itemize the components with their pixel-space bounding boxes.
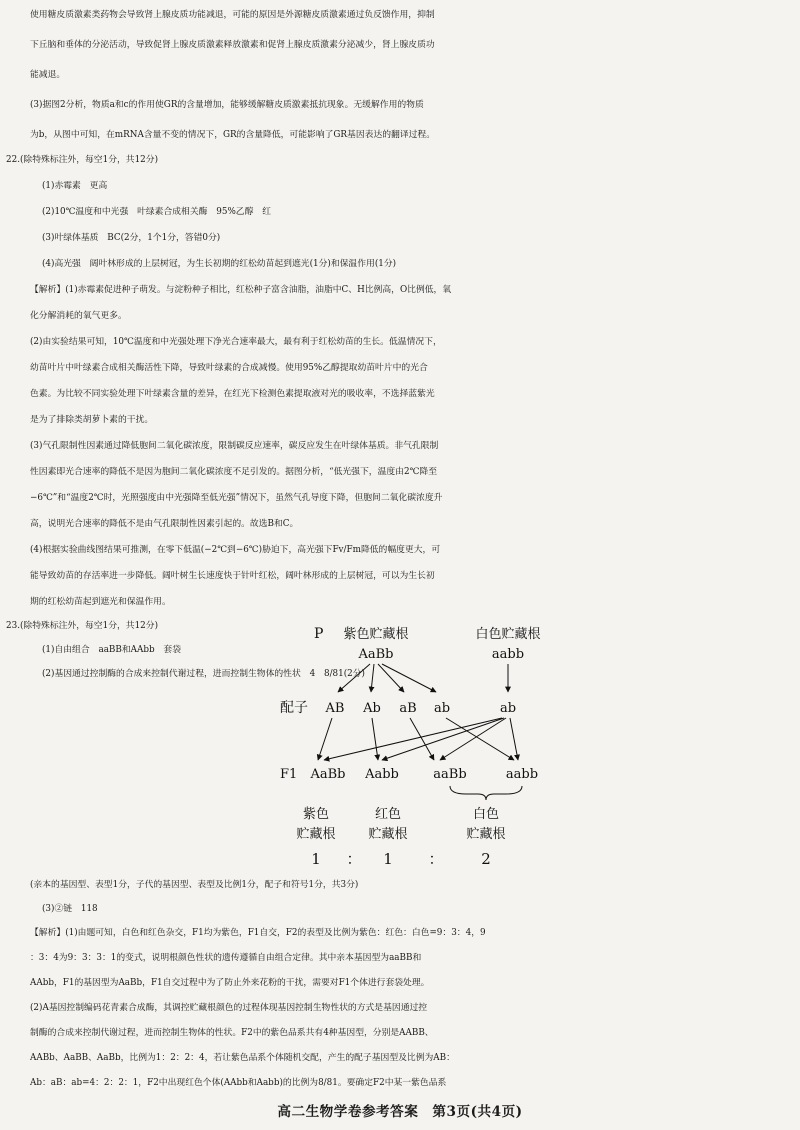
text-line: AAbb，F1的基因型为AaBb，F1自交过程中为了防止外来花粉的干扰，需要对F1个体进行套袋处理。 [30, 978, 430, 988]
parent2-phenotype: 白色贮藏根 [475, 627, 541, 642]
text-line: (2)A基因控制编码花青素合成酶，其调控贮藏根颜色的过程体现基因控制生物性状的方式是基因通过控 [30, 1003, 428, 1013]
text-line: (1)自由组合 aaBB和AAbb 套袋 [42, 645, 182, 655]
question-23-header: 23.(除特殊标注外，每空1分，共12分) [6, 621, 159, 631]
text-line: 性因素即光合速率的降低不是因为胞间二氧化碳浓度不足引发的。据图分析，“低光强下，温度由2℃降至 [30, 467, 437, 477]
gamete-label: 配子 [280, 700, 308, 716]
text-line: 制酶的合成来控制代谢过程，进而控制生物体的性状。F2中的紫色品系共有4种基因型，分别是AABB、 [30, 1028, 434, 1038]
analysis-line: 【解析】(1)赤霉素促进种子萌发。与淀粉种子相比，红松种子富含油脂，油脂中C、H比例高，O比例低，氧 [30, 285, 452, 295]
ratio-value: 2 [481, 850, 491, 868]
text-line: (2)基因通过控制酶的合成来控制代谢过程，进而控制生物体的性状 4 8/81(2分) [42, 669, 365, 679]
question-22-header: 22.(除特殊标注外，每空1分，共12分) [6, 155, 159, 165]
page-footer: 高二生物学卷参考答案 第3页(共4页) [277, 1104, 523, 1120]
text-line: (3)气孔限制性因素通过降低胞间二氧化碳浓度，限制碳反应速率，碳反应发生在叶绿体基质。非气孔限制 [30, 441, 439, 451]
phenotype-label: 贮藏根 [368, 827, 408, 842]
text-line: (1)赤霉素 更高 [42, 181, 108, 191]
text-line: 化分解消耗的氧气更多。 [30, 311, 127, 321]
offspring-genotype: aabb [505, 767, 539, 782]
genetic-cross-diagram [270, 622, 570, 870]
ratio-separator: ： [428, 850, 444, 868]
text-line: AABb、AaBB、AaBb，比例为1：2：2：4，若让紫色品系个体随机交配，产生的配子基因型及比例为AB： [30, 1053, 455, 1063]
arrow [372, 718, 378, 760]
phenotype-label: 贮藏根 [466, 827, 506, 842]
offspring-genotype: aaBb [433, 767, 467, 782]
arrow [324, 718, 502, 760]
text-line: Ab：aB：ab=4：2：2：1，F2中出现红色个体(AAbb和Aabb)的比例为8/81。要确定F2中某一紫色品系 [30, 1078, 447, 1088]
text-line: (4)根据实验曲线图结果可推测，在零下低温(−2℃到−6℃)胁迫下，高光强下Fv/Fm降低的幅度更大，可 [30, 545, 441, 555]
text-line: (2)10℃温度和中光强 叶绿素合成相关酶 95%乙醇 红 [42, 207, 271, 217]
arrow [338, 664, 370, 692]
text-line: 下丘脑和垂体的分泌活动，导致促肾上腺皮质激素释放激素和促肾上腺皮质激素分泌减少，肾上腺皮质功 [30, 40, 435, 50]
gamete: aB [399, 701, 417, 716]
text-line: 幼苗叶片中叶绿素合成相关酶活性下降，导致叶绿素的合成减慢。使用95%乙醇提取幼苗叶片中的光合 [30, 363, 428, 373]
text-line: 为b，从图中可知，在mRNA含量不变的情况下，GR的含量降低，可能影响了GR基因表达的翻译过程。 [30, 130, 436, 140]
arrow [318, 718, 332, 760]
analysis-line: 【解析】(1)由题可知，白色和红色杂交，F1均为紫色，F1自交，F2的表型及比例为紫色：红色：白色=9：3：4，9 [30, 928, 486, 938]
phenotype-label: 紫色 [302, 807, 330, 822]
arrow [371, 664, 374, 692]
text-line: −6℃”和“温度2℃时，光照强度由中光强降至低光强”情况下，虽然气孔导度下降，但胞间二氧化碳浓度升 [30, 493, 443, 503]
arrow [446, 718, 514, 760]
text-line: (亲本的基因型、表型1分，子代的基因型、表型及比例1分，配子和符号1分，共3分) [30, 880, 359, 890]
parent1-genotype: AaBb [358, 647, 394, 662]
gamete: Ab [363, 701, 381, 716]
gamete: ab [433, 701, 451, 716]
phenotype-label: 红色 [374, 807, 402, 822]
f1-label: F1 [280, 767, 298, 782]
ratio-separator: ： [346, 850, 362, 868]
text-line: 色素。为比较不同实验处理下叶绿素含量的差异，在红光下检测色素提取液对光的吸收率，不选择蓝紫光 [30, 389, 435, 399]
p-label: P [314, 626, 324, 642]
arrow [440, 718, 506, 760]
offspring-genotype: AaBb [310, 767, 346, 782]
gamete: ab [499, 701, 517, 716]
offspring-genotype: Aabb [365, 767, 399, 782]
arrow [382, 664, 436, 692]
arrow [382, 718, 504, 760]
gamete: AB [325, 701, 345, 716]
text-line: ：3：4为9：3：3：1的变式，说明根颜色性状的遗传遵循自由组合定律。其中亲本基因型为aaBB和 [30, 953, 422, 963]
text-line: (3)据图2分析，物质a和c的作用使GR的含量增加，能够缓解糖皮质激素抵抗现象。无缓解作用的物质 [30, 100, 424, 110]
phenotype-label: 白色 [472, 807, 500, 822]
text-line: (3)②链 118 [42, 904, 98, 914]
text-line: 能减退。 [30, 70, 66, 80]
arrow [510, 718, 518, 760]
ratio-value: 1 [383, 850, 393, 868]
text-line: (4)高光强 阔叶林形成的上层树冠，为生长初期的红松幼苗起到遮光(1分)和保温作用(1分) [42, 259, 397, 269]
text-line: 期的红松幼苗起到遮光和保温作用。 [30, 597, 171, 607]
text-line: (2)由实验结果可知，10℃温度和中光强处理下净光合速率最大，最有利于红松幼苗的生长。低温情况下， [30, 337, 442, 347]
text-line: 使用糖皮质激素类药物会导致肾上腺皮质功能减退，可能的原因是外源糖皮质激素通过负反馈作用，抑制 [30, 10, 435, 20]
ratio-value: 1 [311, 850, 321, 868]
text-line: 能导致幼苗的存活率进一步降低。阔叶树生长速度快于针叶红松，阔叶林形成的上层树冠，可以为生长初 [30, 571, 435, 581]
phenotype-label: 贮藏根 [296, 827, 336, 842]
brace [450, 786, 522, 800]
parent1-phenotype: 紫色贮藏根 [343, 627, 409, 642]
text-line: (3)叶绿体基质 BC(2分，1个1分，答错0分) [42, 233, 221, 243]
parent2-genotype: aabb [491, 647, 525, 662]
text-line: 高，说明光合速率的降低不是由气孔限制性因素引起的。故选B和C。 [30, 519, 299, 529]
text-line: 是为了排除类胡萝卜素的干扰。 [30, 415, 154, 425]
